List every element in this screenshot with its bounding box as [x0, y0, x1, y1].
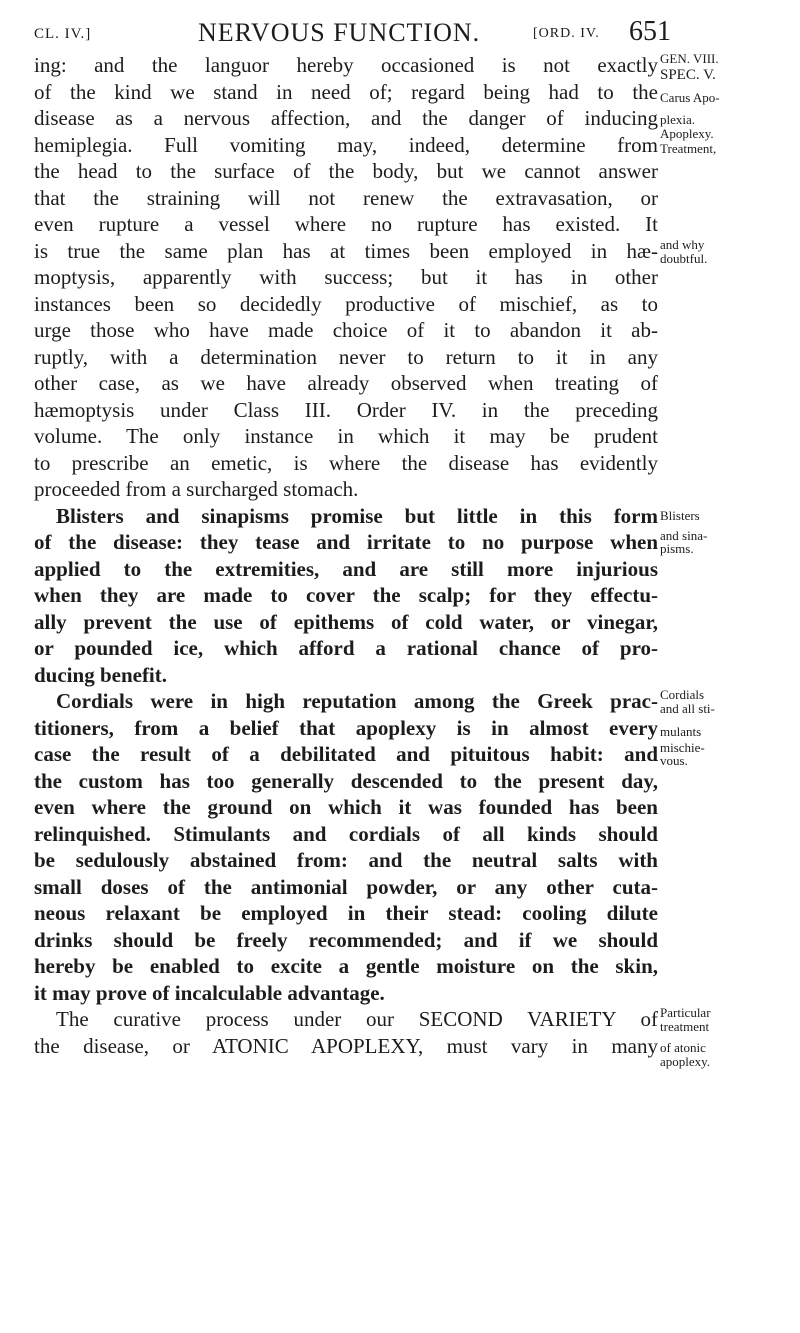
text-line: the custom has too generally descended to the present day,	[34, 768, 658, 793]
text-line: ally prevent the use of epithems of cold water, or vinegar,	[34, 609, 658, 634]
margin-note: Treatment,	[660, 140, 717, 156]
margin-note: doubtful.	[660, 250, 708, 266]
margin-note: vous.	[660, 753, 688, 768]
text-line: other case, as we have already observed when treating of	[34, 371, 658, 395]
text-line: neous relaxant be employed in their stead: cooling dilute	[34, 901, 658, 925]
text-line: small doses of the antimonial powder, or any other cuta-	[34, 874, 658, 899]
running-title: NERVOUS FUNCTION.	[198, 18, 481, 47]
text-line: to prescribe an emetic, is where the disease has evidently	[34, 450, 658, 475]
margin-note: mischie-	[660, 740, 705, 755]
text-line: disease as a nervous affection, and the danger of inducing	[34, 106, 658, 130]
margin-note: pisms.	[660, 541, 694, 556]
text-line: relinquished. Stimulants and cordials of all kinds should	[34, 821, 658, 846]
text-line: that the straining will not renew the extravasation, or	[34, 185, 658, 210]
text-line: the disease, or ATONIC APOPLEXY, must vary in many	[34, 1033, 658, 1058]
text-line: ruptly, with a determination never to return to it in any	[34, 344, 658, 369]
text-line: the head to the surface of the body, but we cannot answer	[34, 159, 658, 183]
running-header	[34, 16, 774, 56]
chapter-label: CL. IV.]	[34, 26, 92, 42]
margin-note: plexia.	[660, 112, 696, 127]
margin-note: Cordials	[660, 687, 705, 702]
text-line: when they are made to cover the scalp; for they effectu-	[34, 583, 658, 607]
margin-note: Particular	[660, 1005, 711, 1020]
text-line: hæmoptysis under Class III. Order IV. in the preceding	[34, 397, 658, 422]
text-line: volume. The only instance in which it may be prudent	[34, 424, 658, 448]
margin-note: and sina-	[660, 528, 708, 543]
text-line: The curative process under our SECOND VARIETY of	[56, 1007, 658, 1031]
text-line: ducing benefit.	[34, 662, 168, 687]
margin-note: GEN. VIII.	[660, 51, 719, 66]
margin-note: Carus Apo-	[660, 89, 720, 105]
text-line: titioners, from a belief that apoplexy is in almost every	[34, 715, 658, 740]
text-line: even rupture a vessel where no rupture has existed. It	[34, 212, 658, 236]
text-line: hereby be enabled to excite a gentle moisture on the skin,	[34, 954, 658, 978]
margin-note: and all sti-	[660, 701, 715, 716]
text-line: proceeded from a surcharged stomach.	[34, 477, 359, 501]
margin-note: of atonic	[660, 1039, 706, 1055]
text-line: of the kind we stand in need of; regard being had to the	[34, 79, 658, 104]
text-line: applied to the extremities, and are still more injurious	[34, 556, 658, 581]
text-line: or pounded ice, which afford a rational chance of pro-	[34, 636, 658, 660]
text-line: case the result of a debilitated and pituitous habit: and	[34, 742, 658, 766]
text-line: Blisters and sinapisms promise but little in this form	[56, 503, 658, 528]
body-text	[34, 52, 658, 1059]
page-number: 651	[629, 16, 671, 47]
margin-note: Blisters	[660, 507, 700, 523]
text-line: even where the ground on which it was founded has been	[34, 795, 658, 819]
text-line: of the disease: they tease and irritate to no purpose when	[34, 530, 658, 554]
text-line: hemiplegia. Full vomiting may, indeed, determine from	[34, 132, 658, 157]
text-line: drinks should be freely recommended; and if we should	[34, 927, 658, 952]
margin-note: and why	[660, 236, 705, 252]
text-line: Cordials were in high reputation among the Greek prac-	[56, 689, 658, 713]
text-line: is true the same plan has at times been employed in hæ-	[34, 238, 658, 263]
text-line: moptysis, apparently with success; but it has in other	[34, 265, 658, 289]
text-line: it may prove of incalculable advantage.	[34, 980, 385, 1005]
text-line: urge those who have made choice of it to abandon it ab-	[34, 318, 658, 342]
text-line: ing: and the languor hereby occasioned is not exactly	[34, 53, 658, 77]
margin-note: mulants	[660, 723, 702, 739]
margin-note: Apoplexy.	[660, 126, 714, 141]
order-label: [ORD. IV.	[533, 26, 600, 41]
text-line: be sedulously abstained from: and the neutral salts with	[34, 848, 658, 872]
margin-note: treatment	[660, 1019, 710, 1034]
margin-note: apoplexy.	[660, 1053, 711, 1069]
margin-note: SPEC. V.	[660, 67, 716, 83]
text-line: instances been so decidedly productive of mischief, as to	[34, 291, 658, 316]
